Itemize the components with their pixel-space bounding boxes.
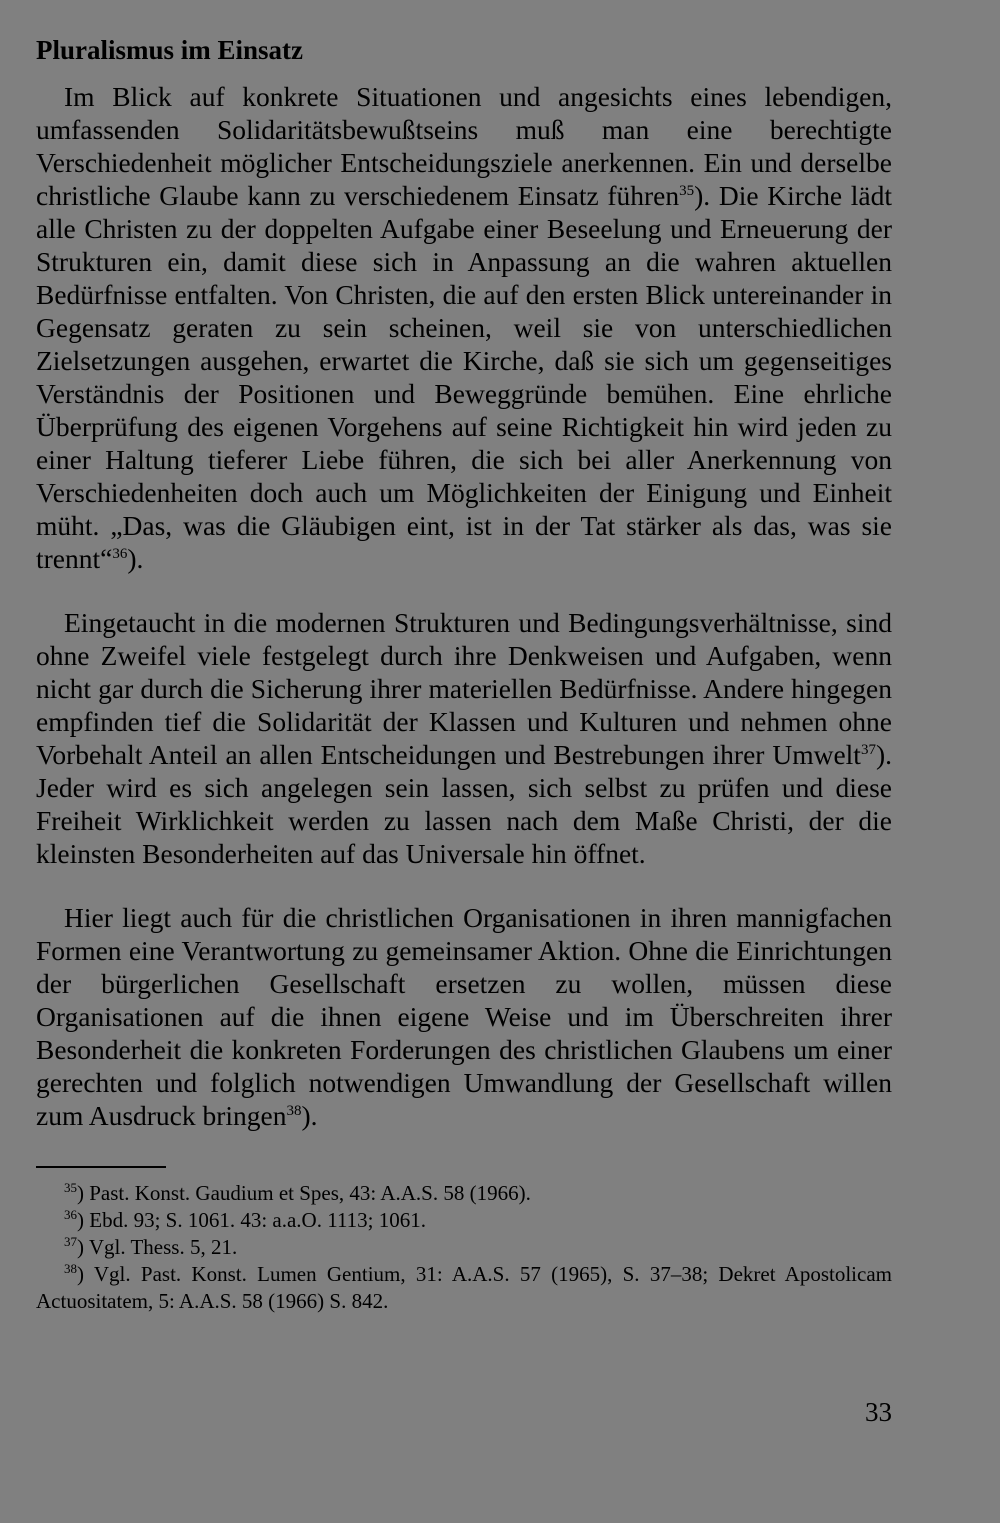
- paragraph-text: ). Die Kirche lädt alle Christen zu der doppelten Aufgabe einer Beseelung und Erneuerung der Strukturen ein, damit diese sich in Anpassung an die wahren aktuellen Bedürfnisse entfalten. Von Christen, die auf den ersten Blick untereinander in Gegensatz geraten zu sein scheinen, weil sie von unterschiedlichen Zielsetzungen ausgehen, erwartet die Kirche, daß sie sich um gegenseitiges Verständnis der Positionen und Beweggründe bemühen. Eine ehrliche Überprüfung des eigenen Vorgehens auf seine Richtigkeit hin wird jeden zu einer Haltung tieferer Liebe führen, die sich bei aller Anerkennung von Verschiedenheiten doch auch um Möglichkeiten der Einigung und Einheit müht. „Das, was die Gläubigen eint, ist in der Tat stärker als das, was sie trennt“: [36, 180, 893, 574]
- paragraph-text: ).: [127, 543, 144, 574]
- footnote-reference: 37: [860, 742, 876, 758]
- section-heading: Pluralismus im Einsatz: [36, 35, 304, 65]
- footnote-divider: [36, 1166, 166, 1168]
- footnote-text: ) Vgl. Thess. 5, 21.: [77, 1235, 238, 1259]
- footnote-36: [36, 1207, 892, 1234]
- paragraph-1: [36, 80, 892, 575]
- footnote-number: 35: [64, 1180, 77, 1195]
- footnote-reference: 38: [286, 1103, 302, 1119]
- paragraph-text: Eingetaucht in die modernen Strukturen und Bedingungsverhältnisse, sind ohne Zweifel viele festgelegt durch ihre Denkweisen und Aufgaben, wenn nicht gar durch die Sicherung ihrer materiellen Bedürfnisse. Andere hingegen empfinden tief die Solidarität der Klassen und Kulturen und nehmen ohne Vorbehalt Anteil an allen Entscheidungen und Bestrebungen ihrer Umwelt: [36, 607, 892, 770]
- footnote-text: ) Vgl. Past. Konst. Lumen Gentium, 31: A.A.S. 57 (1965), S. 37–38; Dekret Apostolicam Actuositatem, 5: A.A.S. 58 (1966) S. 842.: [36, 1262, 892, 1313]
- paragraph-3: [36, 901, 892, 1132]
- footnote-reference: 35: [679, 183, 695, 199]
- footnote-number: 36: [64, 1207, 77, 1222]
- paragraph-text: Im Blick auf konkrete Situationen und angesichts eines lebendigen, umfassenden Solidaritätsbewußtseins muß man eine berechtigte Verschiedenheit möglicher Entscheidungsziele anerkennen. Ein und derselbe christliche Glaube kann zu verschiedenem Einsatz führen: [36, 81, 892, 211]
- footnote-38: [36, 1261, 892, 1315]
- paragraph-text: Hier liegt auch für die christlichen Organisationen in ihren mannigfachen Formen eine Verantwortung zu gemeinsamer Aktion. Ohne die Einrichtungen der bürgerlichen Gesellschaft ersetzen zu wollen, müssen diese Organisationen auf die ihnen eigene Weise und im Überschreiten ihrer Besonderheit die konkreten Forderungen des christlichen Glaubens um einer gerechten und folglich notwendigen Umwandlung der Gesellschaft willen zum Ausdruck bringen: [36, 902, 892, 1131]
- page-number: 33: [865, 1397, 892, 1427]
- paragraph-text: ). Jeder wird es sich angelegen sein lassen, sich selbst zu prüfen und diese Freiheit Wirklichkeit werden zu lassen nach dem Maße Christi, der die kleinsten Besonderheiten auf das Universale hin öffnet.: [36, 739, 892, 869]
- footnotes: [36, 1180, 892, 1315]
- footnote-37: [36, 1234, 892, 1261]
- paragraph-text: ).: [301, 1100, 318, 1131]
- footnote-number: 38: [64, 1261, 77, 1276]
- footnote-reference: 36: [112, 546, 128, 562]
- footnote-number: 37: [64, 1234, 77, 1249]
- paragraph-2: [36, 606, 892, 870]
- footnote-35: [36, 1180, 892, 1207]
- footnote-text: ) Ebd. 93; S. 1061. 43: a.a.O. 1113; 1061.: [77, 1208, 427, 1232]
- document-page: [36, 30, 892, 1315]
- footnote-text: ) Past. Konst. Gaudium et Spes, 43: A.A.S. 58 (1966).: [77, 1181, 531, 1205]
